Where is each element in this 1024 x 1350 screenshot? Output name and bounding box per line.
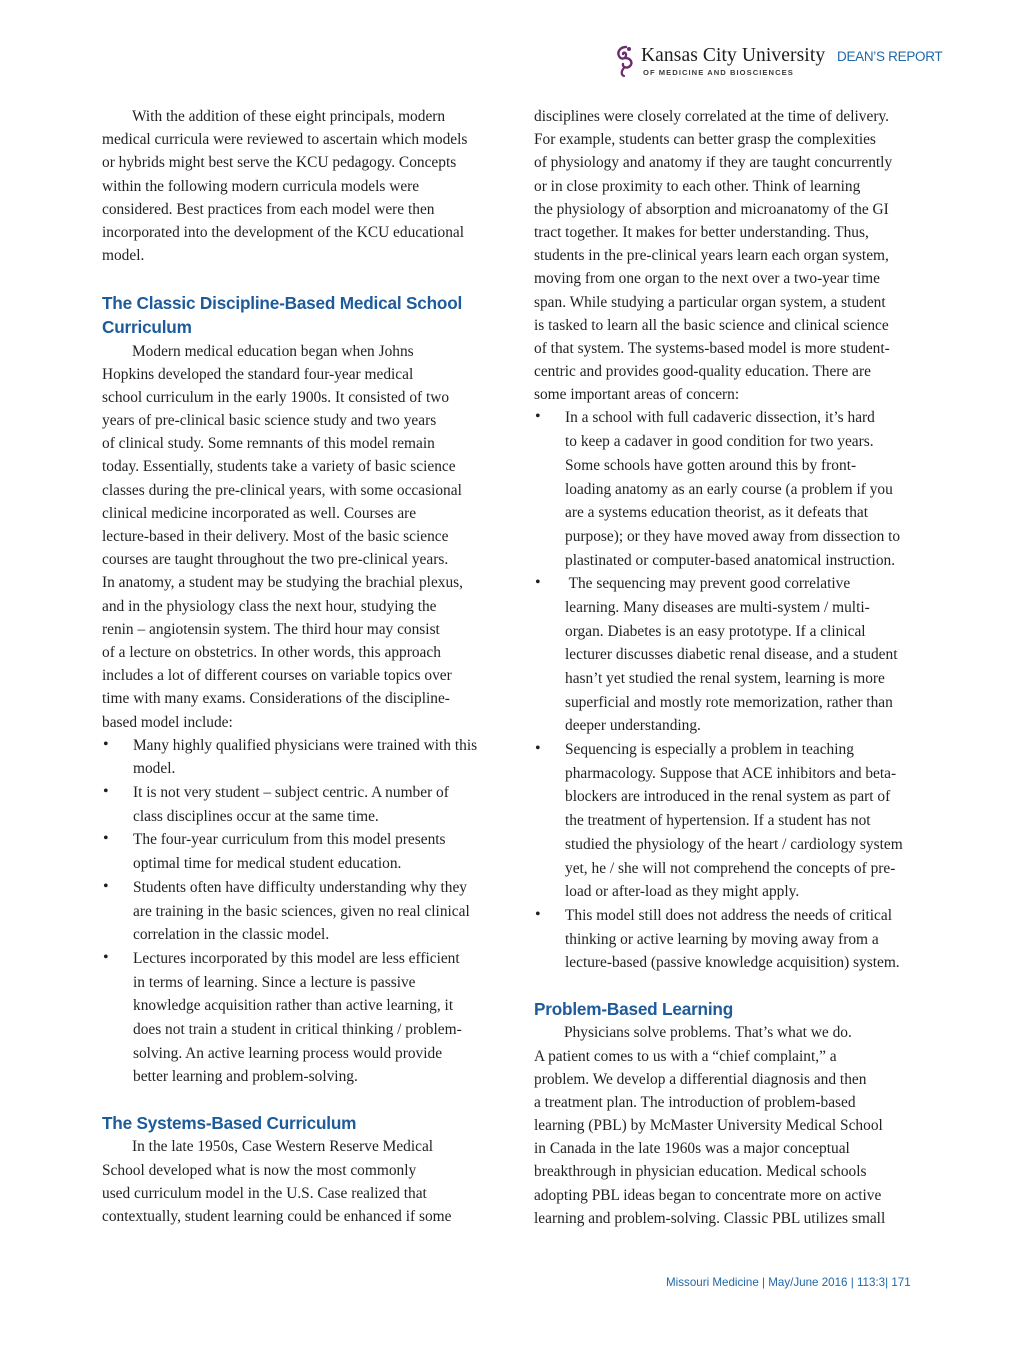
text-line: courses are taught throughout the two pre-clinical years. <box>102 551 449 569</box>
bullet-line: Some schools have gotten around this by front- <box>565 456 857 474</box>
text-line: moving from one organ to the next over a two-year time <box>534 270 880 288</box>
text-line: is tasked to learn all the basic science and clinical science <box>534 316 889 334</box>
section-heading-pbl: Problem-Based Learning <box>534 998 734 1019</box>
text-line: and in the physiology class the next hour, studying the <box>102 597 437 615</box>
text-line: years of pre-clinical basic science study and two years <box>102 412 437 430</box>
bullet-line: class disciplines occur at the same time. <box>133 807 379 825</box>
text-line: classes during the pre-clinical years, with some occasional <box>102 481 462 499</box>
text-line: A patient comes to us with a “chief complaint,” a <box>534 1047 837 1065</box>
text-line: used curriculum model in the U.S. Case realized that <box>102 1184 427 1202</box>
bullet-icon: • <box>535 574 541 592</box>
bullet-line: thinking or active learning by moving away from a <box>565 930 879 948</box>
text-line: school curriculum in the early 1900s. It consisted of two <box>102 388 450 406</box>
bullet-line: loading anatomy as an early course (a problem if you <box>565 480 893 498</box>
text-line: students in the pre-clinical years learn each organ system, <box>534 247 889 265</box>
bullet-line: does not train a student in critical thinking / problem- <box>133 1020 462 1038</box>
text-line: School developed what is now the most commonly <box>102 1161 417 1179</box>
page-header <box>612 44 952 80</box>
text-line: in Canada in the late 1960s was a major conceptual <box>534 1140 850 1158</box>
bullet-icon: • <box>103 877 109 895</box>
bullet-line: better learning and problem-solving. <box>133 1068 358 1086</box>
right-column <box>534 105 946 1230</box>
text-line: medical curricula were reviewed to ascertain which models <box>102 131 468 149</box>
text-line: centric and provides good-quality education. There are <box>534 363 871 381</box>
text-line: today. Essentially, students take a variety of basic science <box>102 458 456 476</box>
text-line: In the late 1950s, Case Western Reserve Medical <box>132 1138 434 1156</box>
text-line: In anatomy, a student may be studying the brachial plexus, <box>102 574 464 592</box>
bullet-line: learning. Many diseases are multi-system / multi- <box>565 598 870 616</box>
bullet-line: model. <box>133 760 176 778</box>
left-column <box>102 105 514 1228</box>
bullet-item <box>102 947 514 1089</box>
systems-paragraph <box>102 1135 514 1228</box>
page-footer-citation: Missouri Medicine | May/June 2016 | 113:3| 171 <box>666 1276 911 1289</box>
text-line: or hybrids might best serve the KCU pedagogy. Concepts <box>102 154 457 172</box>
bullet-line: are a systems education theorist, as it defeats that <box>565 504 869 522</box>
section-heading-classic <box>102 291 514 340</box>
text-line: considered. Best practices from each model were then <box>102 200 435 218</box>
bullet-line: purpose); or they have moved away from dissection to <box>565 527 901 545</box>
bullet-line: yet, he / she will not comprehend the concepts of pre- <box>565 859 896 877</box>
bullet-item <box>102 734 514 781</box>
bullet-line: studied the physiology of the heart / cardiology system <box>565 835 903 853</box>
bullet-icon: • <box>535 408 541 426</box>
bullet-line: This model still does not address the needs of critical <box>565 906 892 924</box>
bullet-line: The sequencing may prevent good correlative <box>565 575 851 593</box>
text-line: includes a lot of different courses on variable topics over <box>102 667 452 685</box>
systems-bullet-list <box>534 406 946 975</box>
bullet-icon: • <box>103 948 109 966</box>
text-line: contextually, student learning could be enhanced if some <box>102 1207 452 1225</box>
bullet-icon: • <box>535 905 541 923</box>
bullet-line: solving. An active learning process would provide <box>133 1044 443 1062</box>
bullet-line: to keep a cadaver in good condition for two years. <box>565 433 874 451</box>
bullet-line: lecture-based (passive knowledge acquisition) system. <box>565 954 900 972</box>
text-line: of that system. The systems-based model is more student- <box>534 339 890 357</box>
text-line: based model include: <box>102 713 233 731</box>
text-line: Hopkins developed the standard four-year medical <box>102 365 414 383</box>
text-line: Modern medical education began when Johns <box>132 342 414 360</box>
bullet-line: deeper understanding. <box>565 717 701 735</box>
bullet-line: pharmacology. Suppose that ACE inhibitors and beta- <box>565 764 897 782</box>
text-line: learning and problem-solving. Classic PBL utilizes small <box>534 1209 886 1227</box>
bullet-line: in terms of learning. Since a lecture is passive <box>133 973 416 991</box>
bullet-icon: • <box>103 783 109 801</box>
text-line: learning (PBL) by McMaster University Medical School <box>534 1117 883 1135</box>
text-line: disciplines were closely correlated at the time of delivery. <box>534 108 889 125</box>
text-line: of clinical study. Some remnants of this model remain <box>102 435 435 453</box>
bullet-line: optimal time for medical student education. <box>133 855 402 873</box>
text-line: the physiology of absorption and microanatomy of the GI <box>534 200 889 218</box>
bullet-item <box>534 406 946 572</box>
text-line: model. <box>102 247 145 265</box>
classic-bullet-list <box>102 734 514 1089</box>
bullet-item <box>534 738 946 904</box>
text-line: of a lecture on obstetrics. In other words, this approach <box>102 643 441 661</box>
text-line: tract together. It makes for better understanding. Thus, <box>534 223 869 241</box>
bullet-line: The four-year curriculum from this model presents <box>133 831 446 849</box>
text-line: incorporated into the development of the KCU educational <box>102 223 464 241</box>
bullet-line: Lectures incorporated by this model are less efficient <box>133 949 460 967</box>
text-line: For example, students can better grasp the complexities <box>534 131 876 149</box>
bullet-line: It is not very student – subject centric. A number of <box>133 784 449 802</box>
text-line: Physicians solve problems. That’s what we do. <box>564 1024 852 1042</box>
bullet-item <box>102 828 514 875</box>
text-line: or in close proximity to each other. Think of learning <box>534 177 861 195</box>
section-heading-systems: The Systems-Based Curriculum <box>102 1113 357 1134</box>
bullet-item <box>102 876 514 947</box>
text-line: span. While studying a particular organ system, a student <box>534 293 886 311</box>
bullet-line: organ. Diabetes is an easy prototype. If a clinical <box>565 622 866 640</box>
text-line: lecture-based in their delivery. Most of the basic science <box>102 528 449 546</box>
text-line: some important areas of concern: <box>534 386 740 404</box>
text-line: With the addition of these eight principals, modern <box>132 108 446 125</box>
kcu-logo-icon <box>612 44 638 78</box>
bullet-line: Sequencing is especially a problem in teaching <box>565 741 854 759</box>
bullet-line: superficial and mostly rote memorization, rather than <box>565 693 893 711</box>
classic-paragraph <box>102 340 514 734</box>
pbl-paragraph <box>534 1021 946 1230</box>
intro-paragraph <box>102 105 514 267</box>
bullet-icon: • <box>103 735 109 753</box>
university-subtitle: OF MEDICINE AND BIOSCIENCES <box>643 68 794 77</box>
text-line: breakthrough in physician education. Medical schools <box>534 1163 867 1181</box>
bullet-line: In a school with full cadaveric dissection, it’s hard <box>565 409 875 427</box>
bullet-item <box>534 904 946 975</box>
bullet-line: correlation in the classic model. <box>133 926 330 944</box>
heading-line: The Classic Discipline-Based Medical School <box>102 292 463 313</box>
text-line: within the following modern curricula models were <box>102 177 420 195</box>
text-line: a treatment plan. The introduction of problem-based <box>534 1093 856 1111</box>
section-label: DEAN’S REPORT <box>837 49 943 64</box>
bullet-line: load or after-load as they might apply. <box>565 883 800 901</box>
text-line: renin – angiotensin system. The third hour may consist <box>102 620 440 638</box>
bullet-item <box>102 781 514 828</box>
bullet-line: blockers are introduced in the renal system as part of <box>565 788 891 806</box>
systems-continued-paragraph <box>534 105 946 406</box>
text-line: clinical medicine incorporated as well. Courses are <box>102 504 417 522</box>
bullet-line: hasn’t yet studied the renal system, learning is more <box>565 670 885 687</box>
bullet-item <box>534 572 946 738</box>
bullet-line: are training in the basic sciences, given no real clinical <box>133 902 470 920</box>
text-line: of physiology and anatomy if they are taught concurrently <box>534 154 893 172</box>
text-line: problem. We develop a differential diagnosis and then <box>534 1070 867 1088</box>
bullet-line: plastinated or computer-based anatomical instruction. <box>565 551 896 569</box>
text-line: time with many exams. Considerations of the discipline- <box>102 690 450 708</box>
bullet-line: lecturer discusses diabetic renal disease, and a student <box>565 646 898 664</box>
bullet-icon: • <box>535 740 541 758</box>
heading-line: Curriculum <box>102 317 192 338</box>
university-name: Kansas City University <box>641 45 826 66</box>
text-line: adopting PBL ideas began to concentrate more on active <box>534 1186 882 1204</box>
bullet-line: knowledge acquisition rather than active learning, it <box>133 997 454 1015</box>
bullet-line: Many highly qualified physicians were trained with this <box>133 736 478 754</box>
bullet-icon: • <box>103 830 109 848</box>
bullet-line: Students often have difficulty understanding why they <box>133 878 467 896</box>
bullet-line: the treatment of hypertension. If a student has not <box>565 812 871 830</box>
